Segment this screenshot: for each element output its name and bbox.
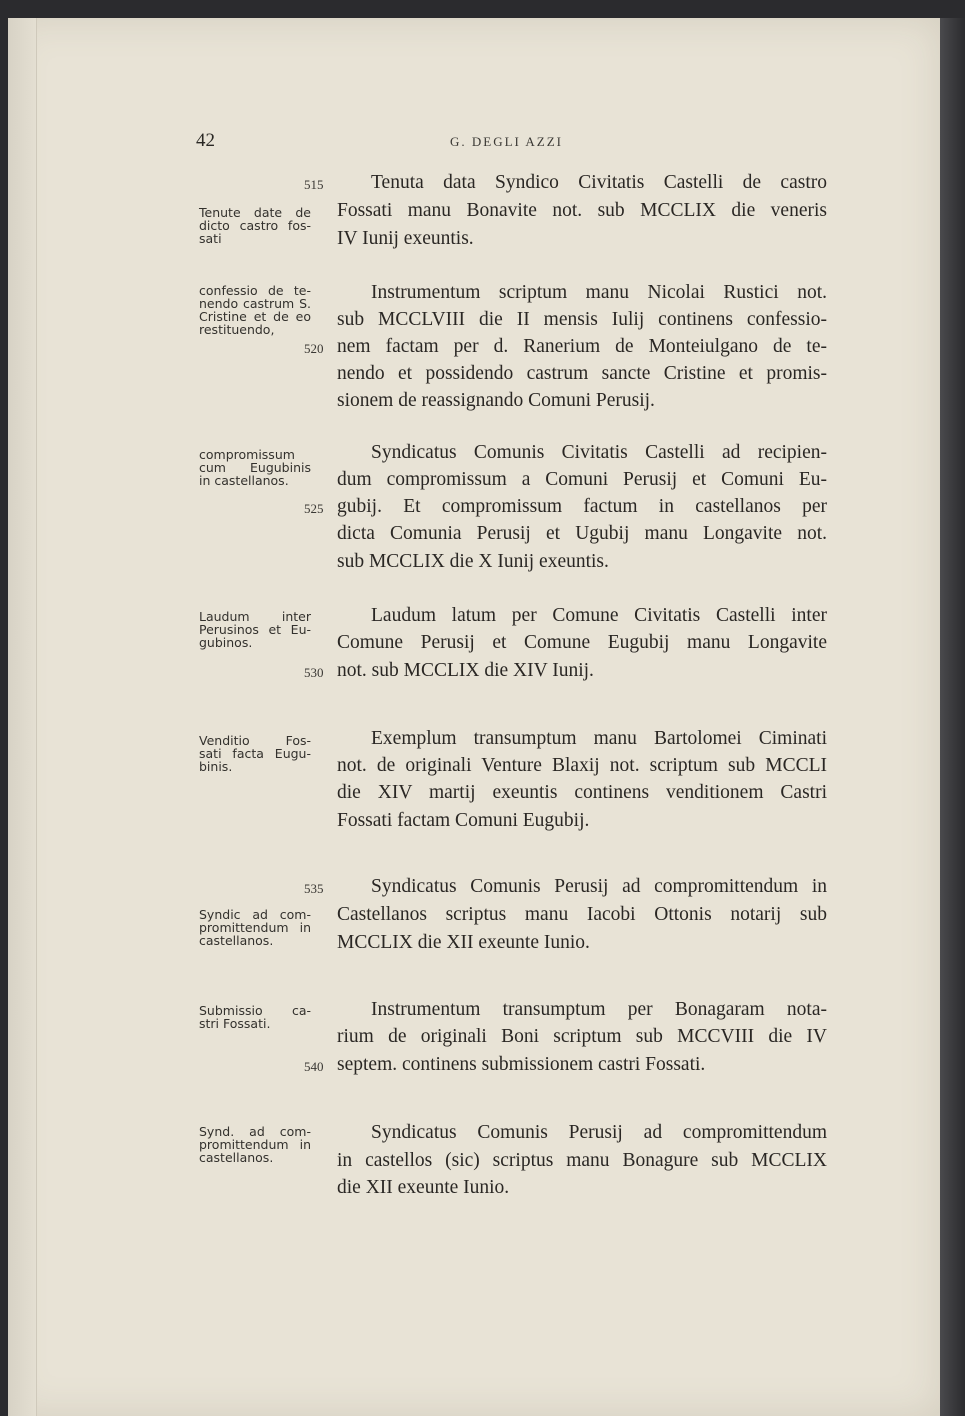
text-line: nendo et possidendo castrum sancte Cristine et promis- bbox=[337, 363, 827, 384]
note-line: Submissio ca- bbox=[199, 1003, 311, 1018]
note-line: compromissum bbox=[199, 447, 295, 462]
note-line: sati bbox=[199, 231, 222, 246]
margin-note bbox=[199, 284, 311, 336]
note-line: dicto castro fos- bbox=[199, 218, 311, 233]
line-number: 530 bbox=[304, 665, 324, 680]
text-line: Castellanos scriptus manu Iacobi Ottonis notarij sub bbox=[337, 904, 827, 925]
text-line: die XIV martij exeuntis continens venditionem Castri bbox=[337, 782, 827, 803]
note-line: promittendum in bbox=[199, 1137, 311, 1152]
text-line: not. sub MCCLIX die XIV Iunij. bbox=[337, 660, 594, 681]
note-line: Venditio Fos- bbox=[199, 733, 311, 748]
note-line: Tenute date de bbox=[199, 205, 311, 220]
note-line: nendo castrum S. bbox=[199, 296, 311, 311]
line-number: 540 bbox=[304, 1059, 324, 1074]
text-line: Laudum latum per Comune Civitatis Castelli inter bbox=[371, 605, 827, 626]
note-line: Synd. ad com- bbox=[199, 1124, 311, 1139]
margin-note bbox=[199, 1004, 311, 1030]
text-line: nem factam per d. Ranerium de Monteiulgano de te- bbox=[337, 336, 827, 357]
note-line: promittendum in bbox=[199, 920, 311, 935]
text-line: dicta Comunia Perusij et Ugubij manu Longavite not. bbox=[337, 523, 827, 544]
note-line: gubinos. bbox=[199, 635, 253, 650]
line-number: 535 bbox=[304, 881, 324, 896]
text-line: Syndicatus Comunis Perusij ad compromittendum in bbox=[371, 876, 827, 897]
text-line: die XII exeunte Iunio. bbox=[337, 1177, 510, 1198]
margin-note bbox=[199, 908, 311, 947]
page-number: 42 bbox=[196, 130, 215, 151]
text-line: MCCLIX die XII exeunte Iunio. bbox=[337, 932, 590, 953]
margin-note bbox=[199, 1125, 311, 1164]
background-edge bbox=[940, 18, 965, 1416]
margin-note bbox=[199, 734, 311, 773]
note-line: restituendo, bbox=[199, 322, 275, 337]
text-line: sub MCCLIX die X Iunij exeuntis. bbox=[337, 551, 609, 572]
text-line: sub MCCLVIII die II mensis Iulij continens confessio- bbox=[337, 309, 827, 330]
note-line: Perusinos et Eu- bbox=[199, 622, 311, 637]
line-number: 520 bbox=[304, 341, 324, 356]
note-line: cum Eugubinis bbox=[199, 460, 311, 475]
text-line: not. de originali Venture Blaxij not. scriptum sub MCCLI bbox=[337, 755, 827, 776]
note-line: stri Fossati. bbox=[199, 1016, 271, 1031]
note-line: Cristine et de eo bbox=[199, 309, 311, 324]
note-line: Laudum inter bbox=[199, 609, 311, 624]
text-line: Instrumentum transumptum per Bonagaram nota- bbox=[371, 999, 827, 1020]
margin-note bbox=[199, 448, 311, 487]
note-line: sati facta Eugu- bbox=[199, 746, 311, 761]
text-line: IV Iunij exeuntis. bbox=[337, 228, 474, 249]
text-line: dum compromissum a Comuni Perusij et Comuni Eu- bbox=[337, 469, 827, 490]
running-head: G. DEGLI AZZI bbox=[450, 134, 564, 149]
text-line: Instrumentum scriptum manu Nicolai Rustici not. bbox=[371, 282, 827, 303]
text-line: rium de originali Boni scriptum sub MCCVIII die IV bbox=[337, 1026, 827, 1047]
note-line: confessio de te- bbox=[199, 283, 311, 298]
text-line: gubij. Et compromissum factum in castellanos per bbox=[337, 496, 827, 517]
text-line: Syndicatus Comunis Civitatis Castelli ad recipien- bbox=[371, 442, 827, 463]
note-line: in castellanos. bbox=[199, 473, 289, 488]
margin-note bbox=[199, 610, 311, 649]
text-line: Tenuta data Syndico Civitatis Castelli de castro bbox=[371, 172, 827, 193]
note-line: castellanos. bbox=[199, 1150, 274, 1165]
note-line: binis. bbox=[199, 759, 233, 774]
line-number: 525 bbox=[304, 501, 324, 516]
note-line: Syndic ad com- bbox=[199, 907, 311, 922]
text-line: Fossati manu Bonavite not. sub MCCLIX die veneris bbox=[337, 200, 827, 221]
margin-note bbox=[199, 206, 311, 245]
page-binding-edge bbox=[8, 18, 37, 1416]
text-line: Exemplum transumptum manu Bartolomei Ciminati bbox=[371, 728, 827, 749]
line-number: 515 bbox=[304, 177, 324, 192]
text-line: Comune Perusij et Comune Eugubij manu Longavite bbox=[337, 632, 827, 653]
text-line: Syndicatus Comunis Perusij ad compromittendum bbox=[371, 1122, 827, 1143]
note-line: castellanos. bbox=[199, 933, 274, 948]
text-line: sionem de reassignando Comuni Perusij. bbox=[337, 390, 655, 411]
text-line: Fossati factam Comuni Eugubij. bbox=[337, 810, 590, 831]
text-line: septem. continens submissionem castri Fossati. bbox=[337, 1054, 706, 1075]
text-line: in castellos (sic) scriptus manu Bonagure sub MCCLIX bbox=[337, 1150, 827, 1171]
